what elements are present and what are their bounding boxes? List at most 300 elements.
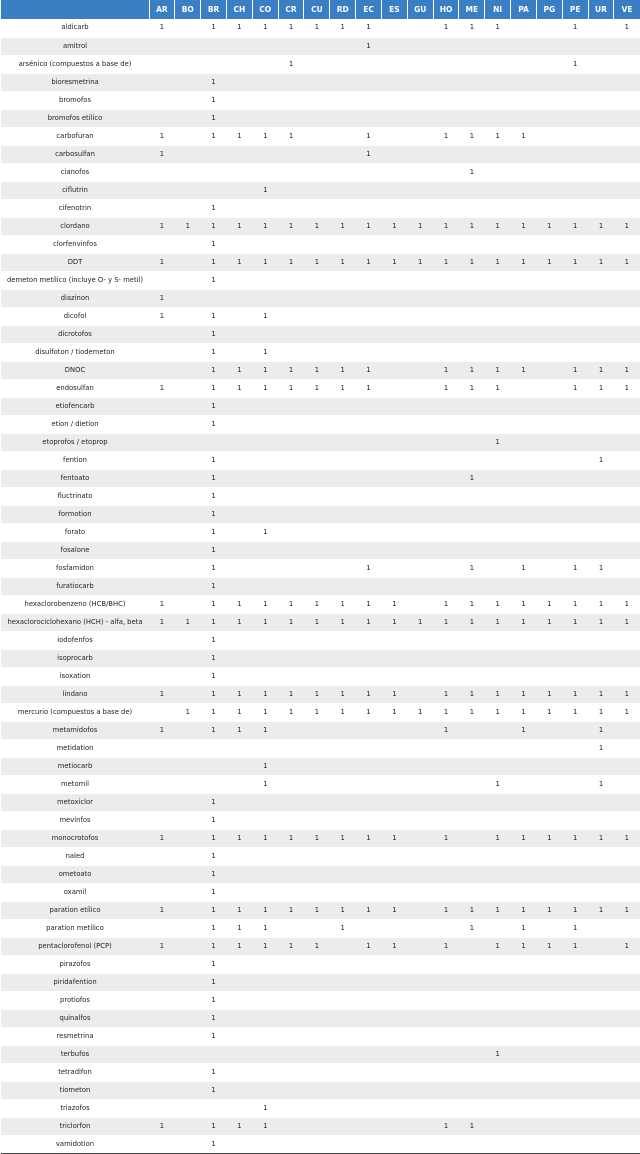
cell-br: 1: [201, 919, 227, 937]
cell-pa: 1: [511, 703, 537, 721]
cell-pg: [536, 199, 562, 217]
cell-pg: 1: [536, 613, 562, 631]
cell-ho: [433, 523, 459, 541]
cell-rd: [330, 1135, 356, 1153]
cell-gu: [407, 307, 433, 325]
cell-co: [252, 235, 278, 253]
cell-br: 1: [201, 1063, 227, 1081]
cell-br: [201, 289, 227, 307]
cell-me: [459, 199, 485, 217]
cell-me: [459, 1099, 485, 1117]
cell-ec: 1: [356, 379, 382, 397]
cell-ve: [614, 739, 640, 757]
cell-ar: 1: [149, 721, 175, 739]
cell-ch: [226, 991, 252, 1009]
cell-pg: [536, 91, 562, 109]
cell-ni: [485, 865, 511, 883]
cell-ch: 1: [226, 901, 252, 919]
cell-ur: [588, 289, 614, 307]
cell-ch: 1: [226, 919, 252, 937]
cell-cr: [278, 163, 304, 181]
column-header-pe: PE: [562, 0, 588, 19]
cell-gu: [407, 973, 433, 991]
cell-ve: [614, 487, 640, 505]
cell-ar: [149, 919, 175, 937]
cell-ar: [149, 181, 175, 199]
cell-ur: 1: [588, 739, 614, 757]
cell-ch: [226, 235, 252, 253]
cell-me: [459, 937, 485, 955]
cell-pg: [536, 541, 562, 559]
cell-pa: [511, 631, 537, 649]
cell-pe: [562, 235, 588, 253]
pesticide-name: carbosulfan: [1, 145, 149, 163]
cell-br: 1: [201, 1081, 227, 1099]
cell-rd: [330, 37, 356, 55]
cell-ur: 1: [588, 595, 614, 613]
cell-ve: [614, 865, 640, 883]
cell-rd: [330, 667, 356, 685]
cell-bo: [175, 757, 201, 775]
cell-gu: [407, 757, 433, 775]
cell-ni: [485, 55, 511, 73]
cell-cr: [278, 271, 304, 289]
cell-rd: [330, 1099, 356, 1117]
cell-pe: [562, 847, 588, 865]
cell-cr: [278, 289, 304, 307]
cell-ur: [588, 145, 614, 163]
cell-ho: [433, 487, 459, 505]
cell-cu: [304, 289, 330, 307]
cell-gu: [407, 19, 433, 37]
cell-gu: [407, 955, 433, 973]
cell-gu: [407, 415, 433, 433]
cell-rd: [330, 1063, 356, 1081]
cell-br: 1: [201, 685, 227, 703]
cell-ve: [614, 73, 640, 91]
cell-ec: [356, 271, 382, 289]
cell-cu: [304, 73, 330, 91]
cell-ec: [356, 415, 382, 433]
cell-pg: [536, 469, 562, 487]
cell-ho: 1: [433, 721, 459, 739]
cell-ch: [226, 343, 252, 361]
cell-pa: [511, 55, 537, 73]
cell-ni: [485, 163, 511, 181]
cell-ch: [226, 505, 252, 523]
cell-pg: [536, 919, 562, 937]
cell-rd: [330, 55, 356, 73]
cell-ch: [226, 1045, 252, 1063]
cell-cr: 1: [278, 703, 304, 721]
cell-cu: [304, 919, 330, 937]
cell-bo: [175, 55, 201, 73]
cell-cu: [304, 109, 330, 127]
cell-pa: 1: [511, 901, 537, 919]
cell-pg: [536, 721, 562, 739]
pesticide-name: arsénico (compuestos a base de): [1, 55, 149, 73]
cell-pe: [562, 955, 588, 973]
cell-me: 1: [459, 19, 485, 37]
cell-ar: 1: [149, 685, 175, 703]
pesticide-name: lindano: [1, 685, 149, 703]
cell-cr: [278, 541, 304, 559]
cell-rd: [330, 73, 356, 91]
cell-cu: [304, 307, 330, 325]
cell-es: [381, 1009, 407, 1027]
cell-rd: [330, 199, 356, 217]
cell-bo: [175, 991, 201, 1009]
cell-pa: 1: [511, 361, 537, 379]
cell-bo: [175, 379, 201, 397]
cell-br: [201, 1099, 227, 1117]
cell-gu: 1: [407, 703, 433, 721]
cell-ve: [614, 343, 640, 361]
table-row: [1, 19, 640, 37]
cell-rd: [330, 991, 356, 1009]
cell-ni: 1: [485, 127, 511, 145]
cell-me: 1: [459, 901, 485, 919]
cell-ch: [226, 271, 252, 289]
cell-ur: 1: [588, 685, 614, 703]
cell-pe: [562, 1063, 588, 1081]
cell-pe: [562, 37, 588, 55]
cell-cu: [304, 883, 330, 901]
cell-rd: [330, 847, 356, 865]
cell-pe: 1: [562, 937, 588, 955]
column-header-ch: CH: [226, 0, 252, 19]
cell-ve: [614, 109, 640, 127]
cell-pg: [536, 433, 562, 451]
cell-br: [201, 433, 227, 451]
cell-es: [381, 667, 407, 685]
cell-ho: [433, 37, 459, 55]
cell-ar: [149, 37, 175, 55]
cell-es: [381, 55, 407, 73]
cell-pa: [511, 235, 537, 253]
cell-ch: 1: [226, 379, 252, 397]
cell-ho: 1: [433, 901, 459, 919]
cell-ni: [485, 577, 511, 595]
cell-me: 1: [459, 217, 485, 235]
cell-es: 1: [381, 595, 407, 613]
cell-ve: [614, 1063, 640, 1081]
cell-ch: 1: [226, 721, 252, 739]
cell-es: [381, 631, 407, 649]
cell-pg: [536, 775, 562, 793]
cell-gu: 1: [407, 613, 433, 631]
cell-br: [201, 37, 227, 55]
cell-me: 1: [459, 1117, 485, 1135]
cell-gu: [407, 865, 433, 883]
cell-ec: [356, 1027, 382, 1045]
cell-es: [381, 1027, 407, 1045]
cell-ar: [149, 703, 175, 721]
cell-ec: 1: [356, 361, 382, 379]
cell-ch: [226, 91, 252, 109]
cell-pe: 1: [562, 595, 588, 613]
cell-cu: [304, 325, 330, 343]
cell-cu: [304, 991, 330, 1009]
cell-ho: [433, 847, 459, 865]
cell-rd: [330, 775, 356, 793]
cell-ni: 1: [485, 1045, 511, 1063]
cell-ur: [588, 919, 614, 937]
cell-pg: [536, 649, 562, 667]
cell-ec: [356, 181, 382, 199]
cell-pe: [562, 541, 588, 559]
cell-ar: [149, 91, 175, 109]
cell-ni: [485, 343, 511, 361]
cell-ur: [588, 1135, 614, 1153]
cell-es: [381, 1135, 407, 1153]
cell-pg: [536, 343, 562, 361]
cell-br: 1: [201, 343, 227, 361]
table-row: [1, 775, 640, 793]
cell-es: [381, 955, 407, 973]
cell-ho: 1: [433, 379, 459, 397]
cell-cr: 1: [278, 829, 304, 847]
cell-co: [252, 91, 278, 109]
cell-ni: [485, 271, 511, 289]
cell-me: [459, 973, 485, 991]
cell-pa: [511, 307, 537, 325]
cell-ve: [614, 1045, 640, 1063]
cell-gu: [407, 649, 433, 667]
cell-cr: [278, 91, 304, 109]
cell-cu: [304, 559, 330, 577]
cell-rd: [330, 865, 356, 883]
cell-cr: [278, 325, 304, 343]
pesticide-name: oxamil: [1, 883, 149, 901]
cell-pg: [536, 325, 562, 343]
table-row: [1, 1027, 640, 1045]
cell-ar: 1: [149, 829, 175, 847]
cell-es: [381, 469, 407, 487]
cell-ar: [149, 865, 175, 883]
cell-ve: [614, 325, 640, 343]
cell-bo: [175, 253, 201, 271]
cell-ec: 1: [356, 901, 382, 919]
cell-gu: [407, 235, 433, 253]
cell-pg: [536, 1009, 562, 1027]
cell-pa: 1: [511, 217, 537, 235]
cell-co: [252, 397, 278, 415]
cell-pg: [536, 505, 562, 523]
table-row: [1, 613, 640, 631]
cell-ve: [614, 649, 640, 667]
cell-ec: [356, 1081, 382, 1099]
pesticide-name: naled: [1, 847, 149, 865]
cell-rd: 1: [330, 379, 356, 397]
cell-es: 1: [381, 613, 407, 631]
pesticide-name: paration metílico: [1, 919, 149, 937]
cell-br: 1: [201, 307, 227, 325]
cell-pg: [536, 523, 562, 541]
cell-ho: 1: [433, 595, 459, 613]
cell-rd: [330, 127, 356, 145]
cell-ar: [149, 811, 175, 829]
cell-cr: [278, 523, 304, 541]
cell-ve: [614, 757, 640, 775]
cell-ar: [149, 793, 175, 811]
cell-bo: [175, 1009, 201, 1027]
cell-ur: [588, 631, 614, 649]
cell-es: [381, 649, 407, 667]
cell-co: [252, 55, 278, 73]
cell-es: [381, 883, 407, 901]
cell-co: [252, 487, 278, 505]
pesticide-name: etion / dietion: [1, 415, 149, 433]
cell-br: 1: [201, 883, 227, 901]
column-header-cr: CR: [278, 0, 304, 19]
cell-ni: [485, 199, 511, 217]
cell-ho: [433, 91, 459, 109]
cell-me: [459, 487, 485, 505]
cell-ho: [433, 667, 459, 685]
cell-bo: [175, 595, 201, 613]
cell-ho: 1: [433, 1117, 459, 1135]
table-row: [1, 1117, 640, 1135]
cell-br: 1: [201, 667, 227, 685]
cell-br: 1: [201, 487, 227, 505]
cell-pe: 1: [562, 829, 588, 847]
cell-me: [459, 883, 485, 901]
cell-ve: [614, 919, 640, 937]
cell-ec: [356, 1099, 382, 1117]
cell-ni: [485, 1117, 511, 1135]
cell-gu: [407, 1099, 433, 1117]
cell-co: 1: [252, 721, 278, 739]
cell-me: [459, 505, 485, 523]
cell-ve: [614, 793, 640, 811]
cell-es: [381, 559, 407, 577]
column-header-ur: UR: [588, 0, 614, 19]
cell-cr: [278, 775, 304, 793]
cell-pe: [562, 757, 588, 775]
cell-pa: [511, 505, 537, 523]
cell-gu: [407, 1117, 433, 1135]
cell-me: [459, 325, 485, 343]
cell-ur: [588, 19, 614, 37]
cell-pg: 1: [536, 253, 562, 271]
column-header-pa: PA: [511, 0, 537, 19]
cell-cr: [278, 1045, 304, 1063]
cell-cr: 1: [278, 685, 304, 703]
cell-pa: [511, 757, 537, 775]
cell-pg: 1: [536, 901, 562, 919]
cell-rd: [330, 757, 356, 775]
pesticide-name: isoxation: [1, 667, 149, 685]
cell-ho: [433, 1081, 459, 1099]
cell-ar: [149, 73, 175, 91]
cell-pe: [562, 667, 588, 685]
cell-ve: [614, 163, 640, 181]
cell-co: [252, 847, 278, 865]
cell-pa: [511, 91, 537, 109]
cell-pe: 1: [562, 379, 588, 397]
cell-ur: [588, 91, 614, 109]
cell-rd: [330, 145, 356, 163]
cell-co: [252, 469, 278, 487]
cell-ec: 1: [356, 253, 382, 271]
cell-ni: 1: [485, 775, 511, 793]
pesticide-country-table: [1, 0, 640, 1154]
cell-ve: 1: [614, 19, 640, 37]
cell-ch: [226, 73, 252, 91]
cell-pa: [511, 1045, 537, 1063]
cell-ar: [149, 541, 175, 559]
cell-cr: [278, 991, 304, 1009]
cell-cr: [278, 235, 304, 253]
cell-ve: 1: [614, 613, 640, 631]
cell-co: [252, 199, 278, 217]
cell-cu: 1: [304, 937, 330, 955]
cell-pe: [562, 649, 588, 667]
cell-ur: [588, 1099, 614, 1117]
cell-me: [459, 577, 485, 595]
pesticide-name: cifenotrin: [1, 199, 149, 217]
column-header-es: ES: [381, 0, 407, 19]
pesticide-name: endosulfan: [1, 379, 149, 397]
pesticide-name: ometoato: [1, 865, 149, 883]
cell-es: [381, 541, 407, 559]
cell-ec: [356, 793, 382, 811]
cell-rd: [330, 433, 356, 451]
cell-co: [252, 955, 278, 973]
cell-ho: [433, 973, 459, 991]
cell-br: [201, 775, 227, 793]
cell-ni: [485, 1027, 511, 1045]
table-row: [1, 163, 640, 181]
cell-ec: [356, 91, 382, 109]
cell-ur: [588, 109, 614, 127]
cell-gu: [407, 181, 433, 199]
cell-ni: [485, 37, 511, 55]
cell-ar: [149, 415, 175, 433]
cell-ec: [356, 739, 382, 757]
cell-pe: 1: [562, 559, 588, 577]
cell-br: 1: [201, 19, 227, 37]
cell-ch: [226, 307, 252, 325]
column-header-me: ME: [459, 0, 485, 19]
cell-co: [252, 559, 278, 577]
cell-ar: 1: [149, 1117, 175, 1135]
cell-ve: [614, 235, 640, 253]
cell-ni: [485, 739, 511, 757]
cell-pg: [536, 667, 562, 685]
cell-br: [201, 163, 227, 181]
cell-co: 1: [252, 253, 278, 271]
cell-bo: [175, 955, 201, 973]
cell-pa: [511, 523, 537, 541]
pesticide-name: fosalone: [1, 541, 149, 559]
table-row: [1, 415, 640, 433]
table-row: [1, 595, 640, 613]
cell-br: 1: [201, 469, 227, 487]
cell-rd: 1: [330, 361, 356, 379]
cell-ar: [149, 775, 175, 793]
pesticide-name: quinalfos: [1, 1009, 149, 1027]
cell-gu: 1: [407, 253, 433, 271]
cell-ar: [149, 109, 175, 127]
cell-ve: [614, 1099, 640, 1117]
cell-ec: 1: [356, 19, 382, 37]
cell-br: 1: [201, 865, 227, 883]
cell-pa: 1: [511, 937, 537, 955]
cell-me: [459, 235, 485, 253]
cell-pa: [511, 1063, 537, 1081]
